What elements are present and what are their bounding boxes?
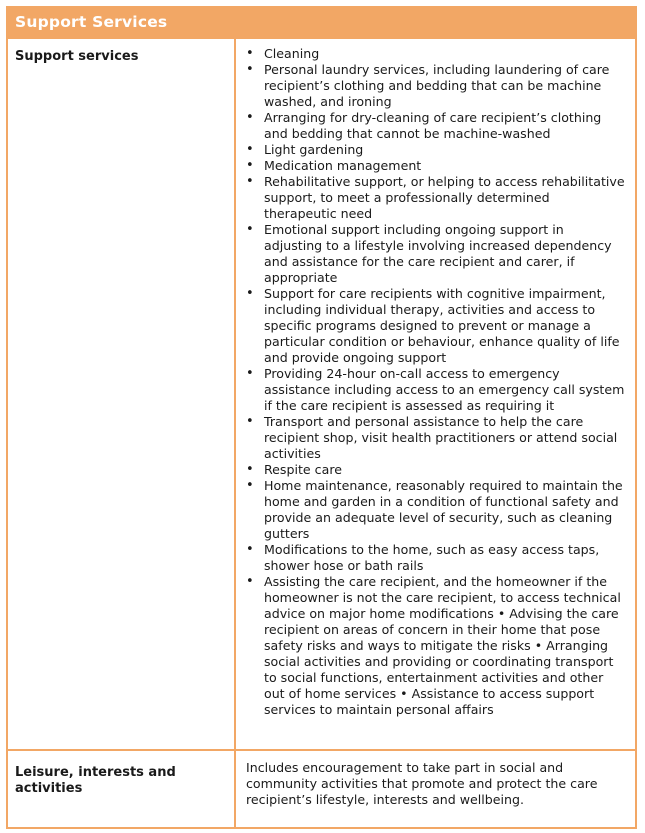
table-row-leisure xyxy=(8,749,635,827)
list-item: • Modifications to the home, such as easy access taps, shower hose or bath rails xyxy=(264,542,625,574)
support-services-table xyxy=(6,6,637,829)
list-item: • Assisting the care recipient, and the homeowner if the homeowner is not the care recipient, to access technical advice on major home modifications • Advising the care recipient on areas of concern in their home that pose safety risks and ways to mitigate the risks • Arranging social activities and providing or coordinating transport to social functions, entertainment activities and other out of home services • Assistance to access support services to maintain personal affairs xyxy=(264,574,625,718)
service-list xyxy=(246,46,625,718)
table-row-support-services xyxy=(8,37,635,749)
list-item: • Transport and personal assistance to help the care recipient shop, visit health practitioners or attend social activities xyxy=(264,414,625,462)
list-item: • Providing 24-hour on-call access to emergency assistance including access to an emergency call system if the care recipient is assessed as requiring it xyxy=(264,366,625,414)
list-item: • Rehabilitative support, or helping to access rehabilitative support, to meet a professionally determined therapeutic need xyxy=(264,174,625,222)
row-content: Includes encouragement to take part in social and community activities that promote and protect the care recipient’s lifestyle, interests and wellbeing. xyxy=(246,760,598,807)
list-item: • Personal laundry services, including laundering of care recipient’s clothing and bedding that can be machine washed, and ironing xyxy=(264,62,625,110)
list-item: • Light gardening xyxy=(264,142,625,158)
table-header: Support Services xyxy=(8,8,635,37)
list-item: • Emotional support including ongoing support in adjusting to a lifestyle involving increased dependency and assistance for the care recipient and carer, if appropriate xyxy=(264,222,625,286)
row-content xyxy=(236,39,635,749)
list-item: • Support for care recipients with cognitive impairment, including individual therapy, activities and access to specific programs designed to prevent or manage a particular condition or behaviour, enhance quality of life and provide ongoing support xyxy=(264,286,625,366)
list-item: • Arranging for dry-cleaning of care recipient’s clothing and bedding that cannot be machine-washed xyxy=(264,110,625,142)
row-label: Leisure, interests and activities xyxy=(8,751,236,827)
list-item: • Respite care xyxy=(264,462,625,478)
list-item: • Cleaning xyxy=(264,46,625,62)
row-label: Support services xyxy=(8,39,236,749)
list-item: • Medication management xyxy=(264,158,625,174)
list-item: • Home maintenance, reasonably required to maintain the home and garden in a condition of functional safety and provide an adequate level of security, such as cleaning gutters xyxy=(264,478,625,542)
